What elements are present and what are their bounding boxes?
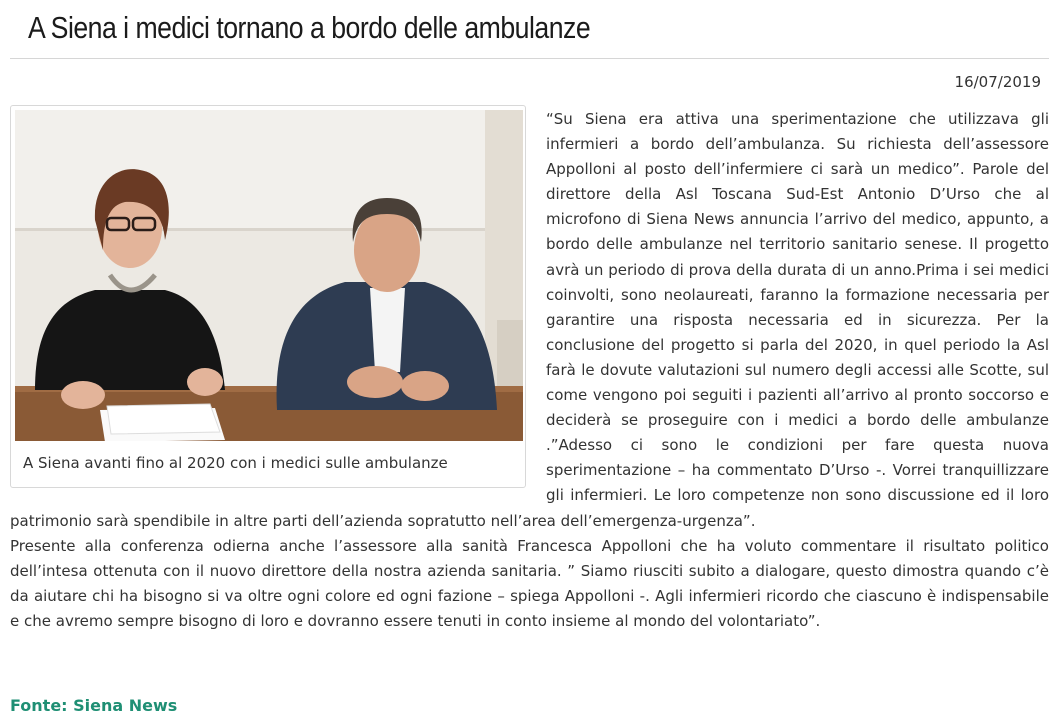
article-paragraph: “Su Siena era attiva una sperimentazione che utilizzava gli infermieri a bordo dell’ambulanza. Su richiesta dell’assessore Appolloni al posto dell’infermiere ci sarà un medico”. Parole del direttore della Asl Toscana Sud-Est Antonio D’Urso che al microfono di Siena News annuncia l’arrivo del medico, appunto, a bordo delle ambulanze nel territorio sanitario senese. Il progetto avrà un periodo di prova della durata di un anno.Prima i sei medici coinvolti, sono neolaureati, faranno la formazione necessaria per garantire una risposta necessaria ed in sicurezza. Per la conclusione del progetto si parla del 2020, in quel periodo la Asl farà le dovute valutazioni sul numero degli accessi alle Scotte, sul come vengono poi seguiti i pazienti all’arrivo al pronto soccorso e deciderà se proseguire con i medici a bordo delle ambulanze .”Adesso ci sono le condizioni per fare questa nuova sperimentazione – ha commentato D’Urso -. Vorrei tranquillizzare gli infermieri. Le loro competenze non sono discussione ed il loro patrimonio sarà spendibile in altre parti dell’azienda sopratutto nell’area dell’emergenza-urgenza”. (10, 110, 1049, 530)
title-divider (10, 58, 1049, 59)
article-paragraph: Presente alla conferenza odierna anche l’assessore alla sanità Francesca Appolloni che ha voluto commentare il risultato politico dell’intesa ottenuta con il nuovo direttore della nostra azienda sanitaria. ” Siamo riusciti subito a dialogare, questo dimostra quando c’è da aiutare chi ha bisogno si va oltre ogni colore ed ogni fazione – spiega Appolloni -. Agli infermieri ricordo che ciascuno è indispensabile e che avremo sempre bisogno di loro e dovranno essere tenuti in conto insieme al mondo del volontariato”. (10, 536, 1049, 630)
article-body (10, 107, 1049, 634)
source-link[interactable]: Fonte: Siena News (10, 696, 178, 715)
article-title: A Siena i medici tornano a bordo delle ambulanze (28, 10, 591, 45)
image-caption: A Siena avanti fino al 2020 con i medici sulle ambulanze (23, 454, 448, 472)
article-date: 16/07/2019 (954, 73, 1041, 91)
article-figure (10, 105, 526, 488)
article-photo[interactable] (15, 110, 523, 441)
